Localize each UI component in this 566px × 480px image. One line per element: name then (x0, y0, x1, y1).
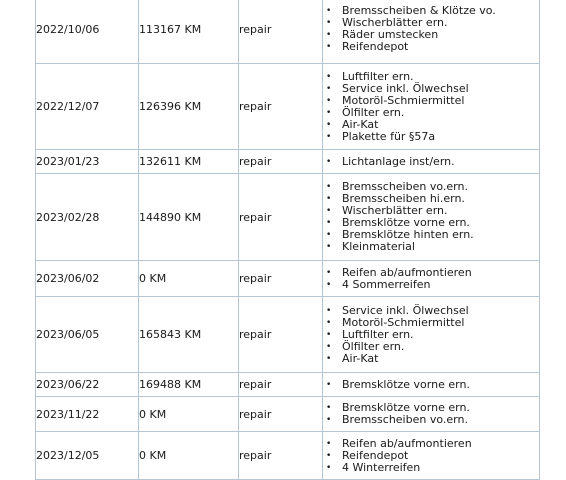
service-type-cell: repair (239, 261, 323, 297)
service-item: • Reifen ab/aufmontieren (323, 438, 539, 450)
mileage-cell: 165843 KM (139, 297, 239, 373)
service-item: • Bremsklötze vorne ern. (323, 379, 539, 391)
date-cell: 2023/12/05 (36, 432, 139, 480)
service-item: • Ölfilter ern. (323, 107, 539, 119)
service-type-cell: repair (239, 150, 323, 174)
date-cell: 2023/01/23 (36, 150, 139, 174)
service-items-cell (323, 261, 540, 297)
service-item: • Bremsklötze hinten ern. (323, 229, 539, 241)
date-cell: 2023/06/22 (36, 373, 139, 397)
mileage-cell: 113167 KM (139, 0, 239, 64)
date-cell: 2023/06/05 (36, 297, 139, 373)
table-row (36, 261, 540, 297)
mileage-cell: 0 KM (139, 432, 239, 480)
service-item: • Bremsscheiben & Klötze vo. (323, 5, 539, 17)
service-type-cell: repair (239, 432, 323, 480)
service-item: • Lichtanlage inst/ern. (323, 156, 539, 168)
table-row (36, 373, 540, 397)
service-item: • Service inkl. Ölwechsel (323, 83, 539, 95)
service-item: • Motoröl-Schmiermittel (323, 317, 539, 329)
service-type-cell: repair (239, 373, 323, 397)
service-type-cell: repair (239, 174, 323, 261)
mileage-cell: 0 KM (139, 397, 239, 432)
service-items-list (323, 71, 539, 143)
service-item: • Luftfilter ern. (323, 71, 539, 83)
mileage-cell: 132611 KM (139, 150, 239, 174)
service-item: • Kleinmaterial (323, 241, 539, 253)
table-row (36, 432, 540, 480)
table-row (36, 297, 540, 373)
service-item: • Wischerblätter ern. (323, 205, 539, 217)
service-items-list (323, 267, 539, 291)
service-item: • Reifendepot (323, 450, 539, 462)
date-cell: 2023/11/22 (36, 397, 139, 432)
service-items-list (323, 438, 539, 474)
table-row (36, 64, 540, 150)
service-item: • Bremsscheiben vo.ern. (323, 414, 539, 426)
table-row (36, 397, 540, 432)
mileage-cell: 0 KM (139, 261, 239, 297)
service-items-list (323, 156, 539, 168)
service-items-cell (323, 397, 540, 432)
service-item: • 4 Winterreifen (323, 462, 539, 474)
service-items-cell (323, 174, 540, 261)
service-items-cell (323, 373, 540, 397)
service-item: • Bremsklötze vorne ern. (323, 402, 539, 414)
service-item: • Bremsscheiben vo.ern. (323, 181, 539, 193)
service-history-body (36, 0, 540, 480)
service-items-list (323, 5, 539, 53)
service-items-cell (323, 297, 540, 373)
service-item: • Bremsklötze vorne ern. (323, 217, 539, 229)
service-items-list (323, 181, 539, 253)
service-item: • Reifendepot (323, 41, 539, 53)
service-items-list (323, 402, 539, 426)
mileage-cell: 144890 KM (139, 174, 239, 261)
service-item: • Reifen ab/aufmontieren (323, 267, 539, 279)
service-items-cell (323, 64, 540, 150)
service-type-cell: repair (239, 297, 323, 373)
table-row (36, 0, 540, 64)
mileage-cell: 169488 KM (139, 373, 239, 397)
service-item: • Wischerblätter ern. (323, 17, 539, 29)
service-type-cell: repair (239, 397, 323, 432)
service-items-list (323, 379, 539, 391)
service-type-cell: repair (239, 64, 323, 150)
service-item: • Motoröl-Schmiermittel (323, 95, 539, 107)
service-items-list (323, 305, 539, 365)
date-cell: 2022/12/07 (36, 64, 139, 150)
service-history-table (35, 0, 540, 480)
date-cell: 2023/06/02 (36, 261, 139, 297)
service-type-cell: repair (239, 0, 323, 64)
service-item: • Service inkl. Ölwechsel (323, 305, 539, 317)
service-items-cell (323, 432, 540, 480)
service-item: • Räder umstecken (323, 29, 539, 41)
service-item: • Luftfilter ern. (323, 329, 539, 341)
service-item: • Ölfilter ern. (323, 341, 539, 353)
table-row (36, 150, 540, 174)
service-item: • Air-Kat (323, 119, 539, 131)
service-items-cell (323, 0, 540, 64)
service-item: • 4 Sommerreifen (323, 279, 539, 291)
table-row (36, 174, 540, 261)
service-item: • Bremsscheiben hi.ern. (323, 193, 539, 205)
service-items-cell (323, 150, 540, 174)
service-item: • Plakette für §57a (323, 131, 539, 143)
date-cell: 2022/10/06 (36, 0, 139, 64)
service-item: • Air-Kat (323, 353, 539, 365)
mileage-cell: 126396 KM (139, 64, 239, 150)
date-cell: 2023/02/28 (36, 174, 139, 261)
